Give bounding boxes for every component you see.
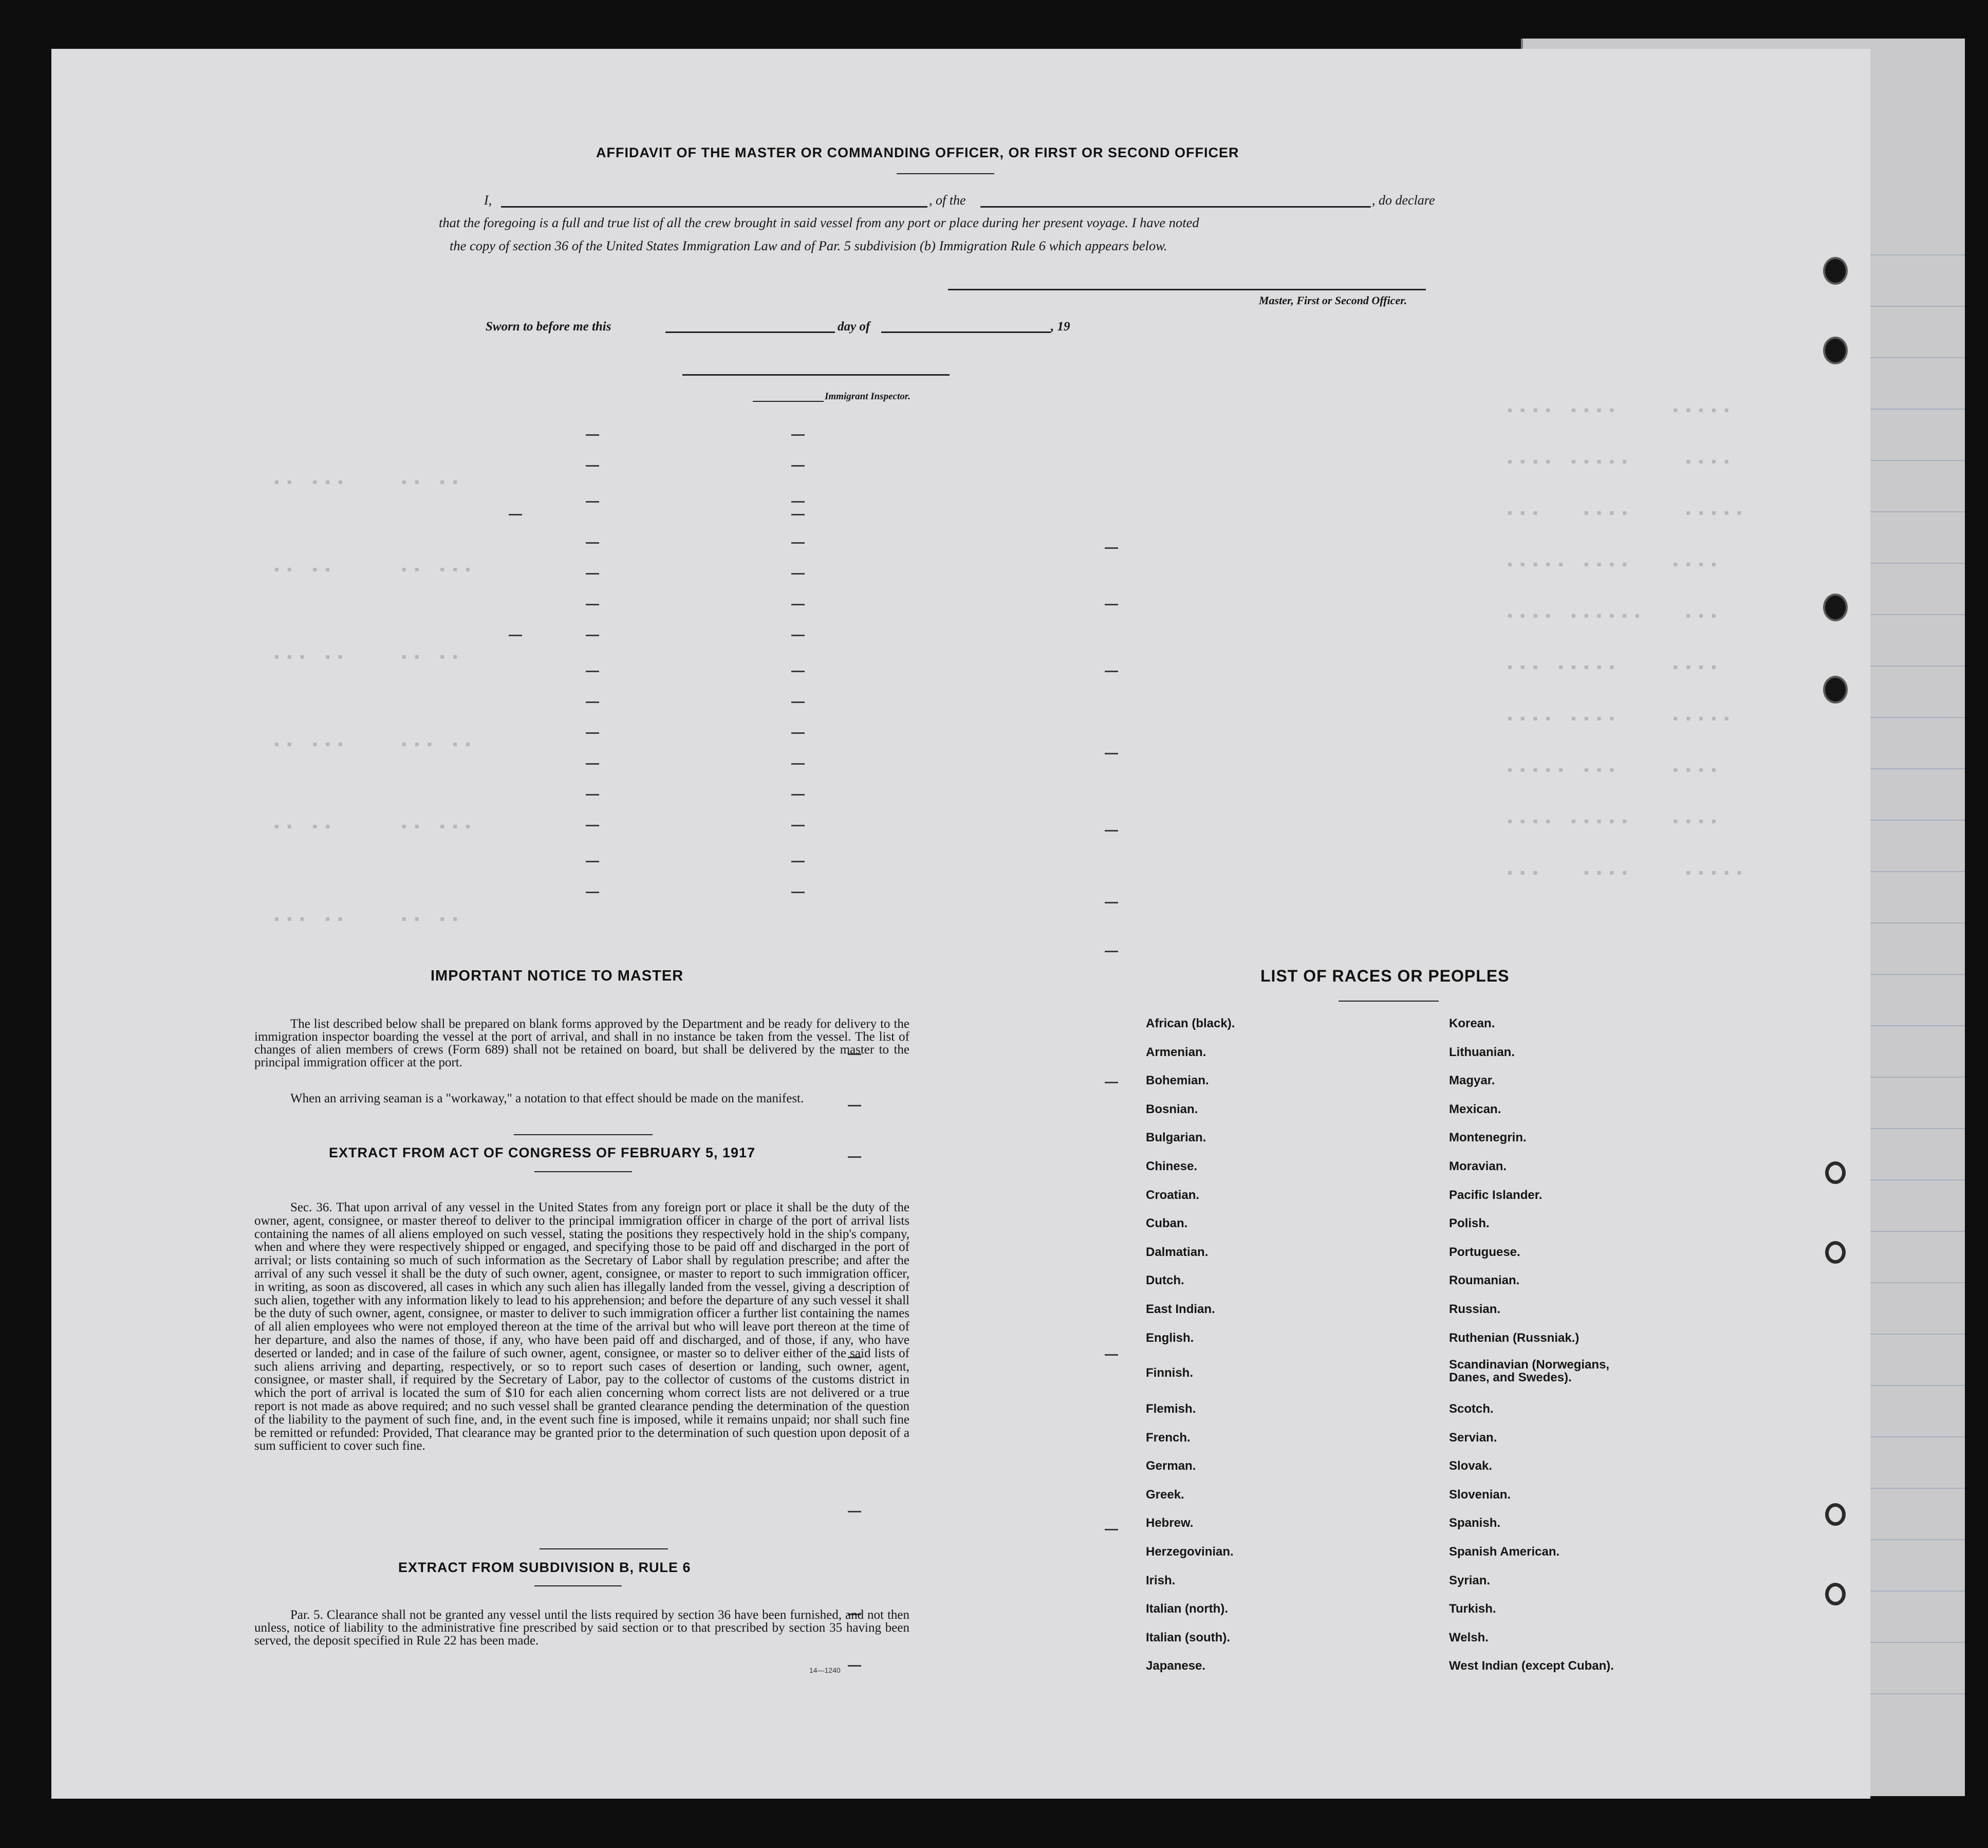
sworn-text: Sworn to before me this: [486, 320, 611, 334]
tick-mark: [586, 635, 599, 636]
bleed-through-texture: ▪▪▪▪▪ ▪▪▪▪ ▪▪▪▪: [1506, 558, 1722, 574]
race-item: Scotch.: [1449, 1402, 1494, 1416]
race-item: Cuban.: [1146, 1216, 1188, 1231]
affidavit-line3: the copy of section 36 of the United States Immigration Law and of Par. 5 subdivision (b) Immigration Rule 6 which appears below.: [450, 238, 1167, 253]
divider: [540, 1548, 668, 1549]
tick-mark: [791, 465, 805, 467]
race-item: Moravian.: [1449, 1159, 1507, 1173]
tick-mark: [586, 542, 599, 544]
race-item: Japanese.: [1146, 1659, 1206, 1673]
tick-mark: [848, 1665, 861, 1667]
tick-mark: [586, 892, 599, 893]
race-item: Bohemian.: [1146, 1074, 1209, 1088]
bleed-through-texture: ▪▪▪▪▪ ▪▪▪ ▪▪▪▪: [1506, 763, 1722, 779]
divider: [534, 1585, 622, 1586]
tick-mark: [1105, 830, 1118, 831]
divider: [1339, 1001, 1439, 1002]
inspector-short-line: [753, 401, 824, 402]
rule-extract-text: Par. 5. Clearance shall not be granted any vessel until the lists required by section 36 have been furnished, and not then unless, notice of liability to the administrative fine prescribed by said section or to that prescribed by section 35 having been served, the deposit specified in Rule 22 has been made.: [254, 1608, 909, 1648]
race-item: Irish.: [1146, 1573, 1176, 1587]
race-item: Montenegrin.: [1449, 1131, 1527, 1145]
tick-mark: [791, 701, 805, 703]
race-item: Spanish American.: [1449, 1545, 1560, 1559]
race-item: Portuguese.: [1449, 1245, 1520, 1259]
tick-mark: [791, 763, 805, 765]
tick-mark: [791, 635, 805, 636]
tick-mark: [586, 701, 599, 703]
tick-mark: [791, 825, 805, 826]
race-item: Korean.: [1449, 1017, 1495, 1030]
divider: [897, 173, 994, 174]
tick-mark: [791, 892, 805, 893]
race-item: Welsh.: [1449, 1630, 1489, 1644]
tick-mark: [586, 501, 599, 503]
tick-mark: [791, 732, 805, 734]
race-item: Slovenian.: [1449, 1487, 1511, 1502]
race-item: Italian (north).: [1146, 1602, 1228, 1616]
affidavit-title: AFFIDAVIT OF THE MASTER OR COMMANDING OFFICER, OR FIRST OR SECOND OFFICER: [596, 145, 1239, 160]
race-item: Spanish.: [1449, 1516, 1501, 1530]
tick-mark: [586, 794, 599, 796]
signature-line[interactable]: [948, 289, 1426, 290]
signature-label: Master, First or Second Officer.: [1259, 294, 1407, 307]
race-item: Russian.: [1449, 1302, 1501, 1316]
binder-hole: [1823, 594, 1848, 621]
race-item: Croatian.: [1146, 1188, 1200, 1202]
sworn-day-label: day of: [838, 320, 870, 334]
rule-extract-title: EXTRACT FROM SUBDIVISION B, RULE 6: [398, 1560, 691, 1575]
tick-mark: [586, 861, 599, 862]
binder-ring: [1825, 1161, 1846, 1184]
tick-mark: [791, 861, 805, 862]
tick-mark: [1105, 902, 1118, 903]
race-item: Polish.: [1449, 1216, 1490, 1231]
race-item: East Indian.: [1146, 1302, 1215, 1316]
master-name-field[interactable]: [501, 206, 927, 208]
tick-mark: [1105, 753, 1118, 754]
bleed-through-texture: ▪▪▪▪ ▪▪▪▪ ▪▪▪▪▪: [1506, 712, 1735, 728]
race-item: English.: [1146, 1330, 1194, 1345]
binder-ring: [1825, 1583, 1846, 1605]
races-title: LIST OF RACES OR PEOPLES: [1260, 967, 1510, 985]
race-item: Roumanian.: [1449, 1273, 1520, 1288]
inspector-signature-line[interactable]: [682, 374, 950, 376]
race-item: Mexican.: [1449, 1102, 1501, 1116]
tick-mark: [586, 732, 599, 734]
tick-mark: [586, 825, 599, 826]
divider: [514, 1134, 653, 1135]
affidavit-line1-end: , do declare: [1372, 193, 1435, 208]
bleed-through-texture: ▪▪▪▪ ▪▪▪▪▪ ▪▪▪▪: [1506, 455, 1735, 471]
tick-mark: [586, 604, 599, 605]
sworn-day-field[interactable]: [665, 331, 835, 333]
tick-mark: [848, 1105, 861, 1106]
race-item: Flemish.: [1146, 1402, 1196, 1416]
tick-mark: [509, 635, 522, 636]
notice-paragraph-1: The list described below shall be prepared on blank forms approved by the Department and be ready for delivery to the immigration inspector boarding the vessel at the port of arrival, and shall in no instance be taken from the vessel. The list of changes of alien members of crews (Form 689) shall not be retained on board, but shall be delivered by the master to the principal immigration officer at the port.: [254, 1017, 909, 1069]
tick-mark: [791, 542, 805, 544]
race-item: French.: [1146, 1430, 1191, 1445]
tick-mark: [509, 514, 522, 515]
bleed-through-texture: ▪▪▪ ▪▪▪▪ ▪▪▪▪▪: [1506, 506, 1748, 522]
race-item: Lithuanian.: [1449, 1045, 1515, 1059]
race-item: Dutch.: [1146, 1273, 1184, 1288]
race-item: African (black).: [1146, 1017, 1235, 1030]
race-item: Bosnian.: [1146, 1102, 1198, 1116]
tick-mark: [586, 434, 599, 436]
binder-hole: [1823, 337, 1848, 364]
bleed-through-texture: ▪▪ ▪▪ ▪▪ ▪▪▪: [272, 563, 476, 579]
tick-mark: [791, 794, 805, 796]
tick-mark: [791, 671, 805, 672]
divider: [534, 1171, 632, 1172]
race-item: Syrian.: [1449, 1573, 1491, 1587]
race-item: Ruthenian (Russniak.): [1449, 1330, 1580, 1345]
tick-mark: [1105, 951, 1118, 952]
tick-mark: [1105, 1082, 1118, 1083]
act-extract-text: Sec. 36. That upon arrival of any vessel in the United States from any foreign port or place it shall be the duty of the owner, agent, consignee, or master thereof to deliver to the principal immigration officer in charge of the port of arrival lists containing the names of all aliens employed on such vessel, stating the positions they respectively hold in the ship's company, when and where they were respectively shipped or engaged, and specifying those to be paid off and discharged in the port of arrival; or lists containing so much of such information as the Secretary of Labor shall by regulation prescribe; and after the arrival of any such vessel it shall be the duty of such owner, agent, consignee, or master to report to such immigration officer, in writing, as soon as discovered, all cases in which any such alien has illegally landed from the vessel, giving a description of such alien, together with any information likely to lead to his apprehension; and before the departure of any such vessel it shall be the duty of such owner, agent, consignee, or master to deliver to such immigration officer a further list containing the names of all alien employees who were not employed thereon at the time of the arrival but who will leave port thereon at the time of her departure, and also the names of those, if any, who have been paid off and discharged, and of those, if any, who have deserted or landed; and in case of the failure of such owner, agent, consignee, or master so to deliver either of the said lists of such aliens arriving and departing, respectively, or so to report such cases of desertion or landing, such owner, agent, consignee, or master shall, if required by the Secretary of Labor, pay to the collector of customs of the customs district in which the port of arrival is located the sum of $10 for each alien concerning whom correct lists are not delivered or a true report is not made as above required; and no such vessel shall be granted clearance pending the determination of the question of the liability to the payment of such fine, and, in the event such fine is imposed, while it remains unpaid; nor shall such fine be remitted or refunded: Provided, That clearance may be granted prior to the determination of such question upon deposit of a sum sufficient to cover such fine.: [254, 1200, 909, 1453]
race-item: Herzegovinian.: [1146, 1545, 1234, 1559]
act-extract-title: EXTRACT FROM ACT OF CONGRESS OF FEBRUARY 5, 1917: [329, 1145, 756, 1160]
race-item: Bulgarian.: [1146, 1131, 1206, 1145]
race-item: Chinese.: [1146, 1159, 1198, 1173]
binder-ring: [1825, 1241, 1846, 1264]
binder-hole: [1823, 257, 1848, 285]
tick-mark: [791, 604, 805, 605]
tick-mark: [1105, 1354, 1118, 1356]
vessel-name-field[interactable]: [980, 206, 1371, 208]
tick-mark: [586, 465, 599, 467]
tick-mark: [586, 763, 599, 765]
bleed-through-texture: ▪▪▪▪ ▪▪▪▪▪▪ ▪▪▪: [1506, 609, 1722, 625]
tick-mark: [1105, 547, 1118, 549]
binder-hole: [1823, 676, 1848, 704]
sworn-month-field[interactable]: [881, 331, 1051, 333]
race-item: Slovak.: [1449, 1459, 1493, 1473]
race-item: Turkish.: [1449, 1602, 1496, 1616]
bleed-through-texture: ▪▪▪ ▪▪▪▪ ▪▪▪▪▪: [1506, 866, 1748, 882]
tick-mark: [1105, 1529, 1118, 1530]
bleed-through-texture: ▪▪ ▪▪▪ ▪▪▪ ▪▪: [272, 737, 476, 753]
race-item: Armenian.: [1146, 1045, 1206, 1059]
race-item: West Indian (except Cuban).: [1449, 1659, 1614, 1673]
tick-mark: [848, 1156, 861, 1158]
affidavit-line1-mid: , of the: [929, 193, 966, 208]
race-item: Servian.: [1449, 1430, 1497, 1445]
race-item: Italian (south).: [1146, 1630, 1230, 1644]
tick-mark: [791, 434, 805, 436]
bleed-through-texture: ▪▪▪ ▪▪ ▪▪ ▪▪: [272, 912, 464, 928]
bleed-through-texture: ▪▪▪ ▪▪▪▪▪ ▪▪▪▪: [1506, 660, 1722, 676]
tick-mark: [848, 1511, 861, 1512]
race-item: Hebrew.: [1146, 1516, 1194, 1530]
tick-mark: [791, 514, 805, 515]
bleed-through-texture: ▪▪▪▪ ▪▪▪▪ ▪▪▪▪▪: [1506, 403, 1735, 419]
race-item: Scandinavian (Norwegians, Danes, and Swedes).: [1449, 1358, 1610, 1384]
bleed-through-texture: ▪▪▪ ▪▪ ▪▪ ▪▪: [272, 650, 464, 666]
tick-mark: [586, 671, 599, 672]
race-item: German.: [1146, 1459, 1196, 1473]
form-page: [51, 49, 1870, 1799]
affidavit-line2: that the foregoing is a full and true list of all the crew brought in said vessel from any port or place during her present voyage. I have noted: [439, 215, 1199, 230]
sworn-year-label: , 19: [1051, 320, 1070, 334]
tick-mark: [586, 573, 599, 575]
inspector-label: Immigrant Inspector.: [825, 391, 911, 402]
bleed-through-texture: ▪▪ ▪▪▪ ▪▪ ▪▪: [272, 475, 464, 491]
tick-mark: [1105, 671, 1118, 672]
affidavit-line1-start: I,: [484, 193, 492, 208]
race-item: Greek.: [1146, 1487, 1184, 1502]
race-item: Magyar.: [1449, 1074, 1495, 1088]
bleed-through-texture: ▪▪▪▪ ▪▪▪▪▪ ▪▪▪▪: [1506, 815, 1722, 830]
notice-paragraph-2: When an arriving seaman is a "workaway," a notation to that effect should be made on the manifest.: [290, 1092, 804, 1105]
binder-ring: [1825, 1503, 1846, 1526]
bleed-through-texture: ▪▪ ▪▪ ▪▪ ▪▪▪: [272, 820, 476, 836]
form-number: 14—1240: [809, 1666, 841, 1674]
race-item: Pacific Islander.: [1449, 1188, 1543, 1202]
tick-mark: [791, 573, 805, 575]
race-item: Dalmatian.: [1146, 1245, 1209, 1259]
tick-mark: [1105, 604, 1118, 605]
race-item: Finnish.: [1146, 1366, 1193, 1380]
tick-mark: [791, 501, 805, 503]
notice-title: IMPORTANT NOTICE TO MASTER: [431, 968, 684, 984]
